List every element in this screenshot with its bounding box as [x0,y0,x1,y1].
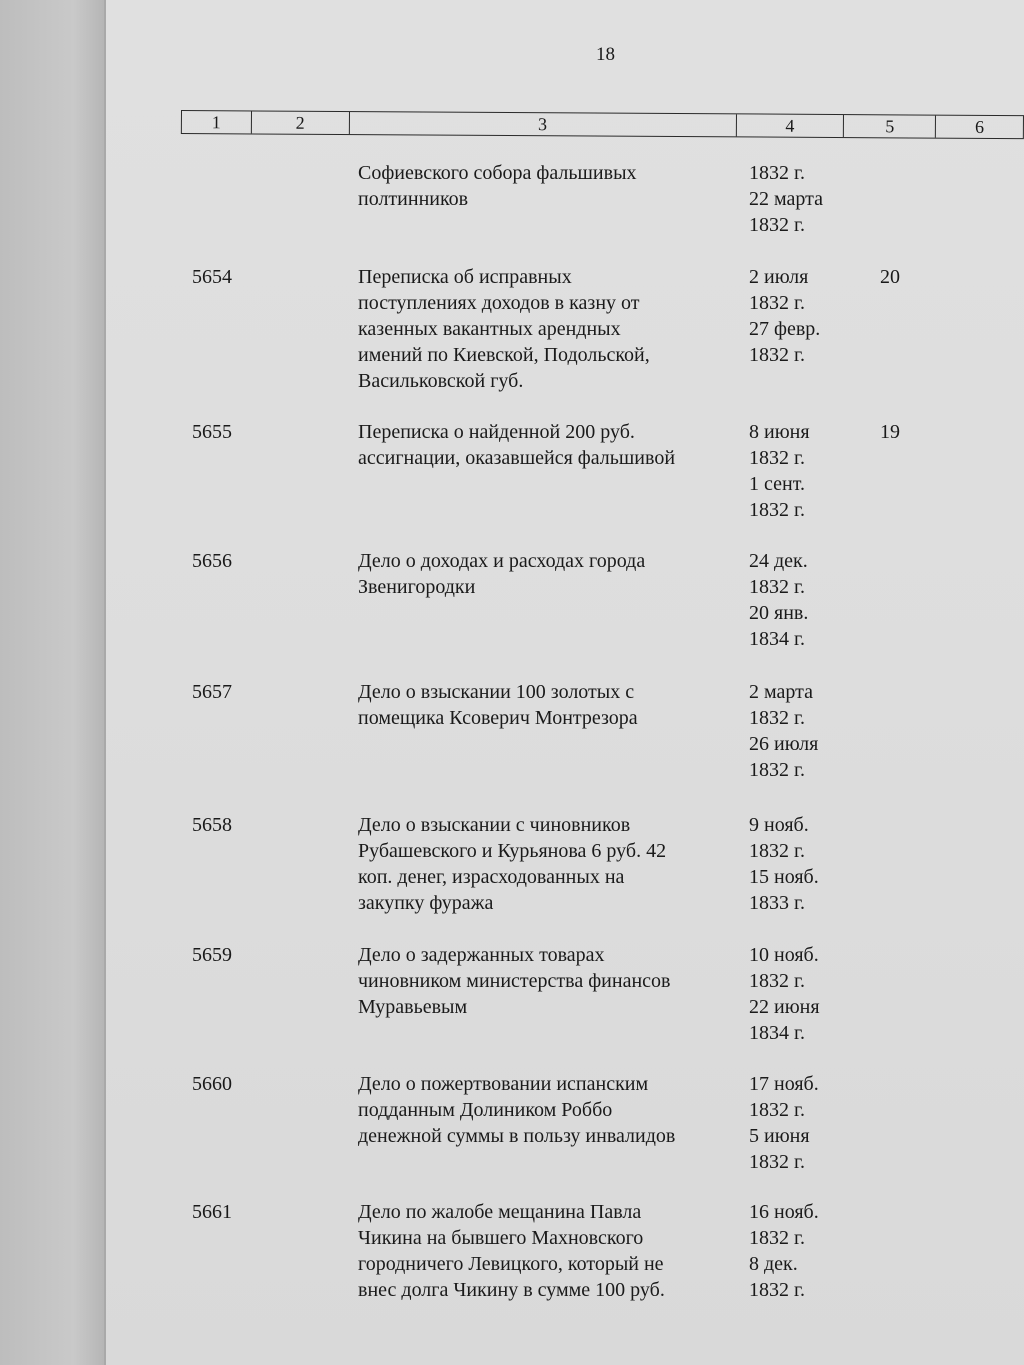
entry-dates-line: 1 сент. [749,473,805,495]
entry-dates-line: 2 июля [749,266,809,288]
entry-title-line: Софиевского собора фальшивых [358,162,637,184]
header-col-2: 2 [252,111,350,134]
entry-dates-line: 24 дек. [749,550,808,572]
entry-dates-line: 20 янв. [749,602,809,624]
entry-dates-line: 1832 г. [749,576,805,598]
entry-title [358,548,733,600]
entry-title-line: чиновником министерства финансов [358,970,671,992]
entry-title-line: Звенигородки [358,576,476,598]
entry-title-line: городничего Левицкого, который не [358,1253,664,1275]
entry-title-line: Дело о пожертвовании испанским [358,1073,649,1095]
entry-dates-line: 1832 г. [749,292,805,314]
entry-title-line: полтинников [358,188,469,210]
entry-dates-line: 8 июня [749,421,810,443]
entry-dates-line: 1833 г. [749,892,805,914]
entry-dates-line: 27 февр. [749,318,821,340]
entry-dates-line: 9 нояб. [749,814,809,836]
entry-dates-line: 1832 г. [749,214,805,236]
entry-dates-line: 17 нояб. [749,1073,819,1095]
entry-title-line: Рубашевского и Курьянова 6 руб. 42 [358,840,667,862]
entry-dates [749,679,849,783]
entry-dates [749,264,849,368]
page-number: 18 [596,44,615,65]
entry-dates-line: 8 дек. [749,1253,798,1275]
entry-dates-line: 1832 г. [749,840,805,862]
entry-dates [749,1199,849,1303]
entry-title-line: коп. денег, израсходованных на [358,866,625,888]
entry-dates-line: 10 нояб. [749,944,819,966]
entry-number: 5659 [192,944,232,966]
entry-title [358,419,733,471]
entry-title-line: Чикина на бывшего Махновского [358,1227,644,1249]
entry-title-line: Дело о доходах и расходах города [358,550,646,572]
entry-title-line: Муравьевым [358,996,468,1018]
entry-number: 5661 [192,1201,232,1223]
entry-title-line: внес долга Чикину в сумме 100 руб. [358,1279,665,1301]
entry-title-line: помещика Ксоверич Монтрезора [358,707,638,729]
entry-dates-line: 1832 г. [749,162,805,184]
entry-title [358,942,733,1020]
entry-dates-line: 1832 г. [749,1151,805,1173]
entry-number: 5657 [192,681,232,703]
header-col-1: 1 [182,111,252,133]
entry-title-line: Васильковской губ. [358,370,524,392]
entry-title-line: поступлениях доходов в казну от [358,292,640,314]
entry-dates-line: 5 июня [749,1125,810,1147]
entry-dates [749,419,849,523]
entry-dates [749,1071,849,1175]
entry-dates-line: 26 июля [749,733,819,755]
entry-title-line: ассигнации, оказавшейся фальшивой [358,447,676,469]
entry-dates-line: 1832 г. [749,707,805,729]
entry-dates-line: 2 марта [749,681,813,703]
entry-title-line: Переписка об исправных [358,266,572,288]
entry-title-line: казенных вакантных арендных [358,318,621,340]
entry-dates-line: 1832 г. [749,447,805,469]
entry-number: 5660 [192,1073,232,1095]
entry-title [358,812,733,916]
entry-sheets: 20 [880,266,900,288]
entry-title-line: Дело о задержанных товарах [358,944,605,966]
entry-dates-line: 15 нояб. [749,866,819,888]
entry-title-line: подданным Долиником Роббо [358,1099,613,1121]
entry-title [358,1199,733,1303]
entry-dates-line: 1832 г. [749,344,805,366]
entry-title-line: Дело о взыскании 100 золотых с [358,681,635,703]
header-col-5: 5 [844,115,936,138]
table-header-row [181,110,1024,139]
entry-dates-line: 22 июня [749,996,820,1018]
entry-title [358,679,733,731]
entry-title [358,160,733,212]
entry-dates-line: 1832 г. [749,1279,805,1301]
entry-dates [749,548,849,652]
entry-number: 5654 [192,266,232,288]
header-col-4: 4 [737,114,845,137]
entry-dates-line: 1834 г. [749,1022,805,1044]
entry-title-line: Переписка о найденной 200 руб. [358,421,635,443]
entry-dates-line: 1832 г. [749,970,805,992]
header-col-3: 3 [349,112,736,136]
entry-dates-line: 16 нояб. [749,1201,819,1223]
entry-number: 5656 [192,550,232,572]
entry-sheets: 19 [880,421,900,443]
entry-number: 5658 [192,814,232,836]
entry-dates-line: 1832 г. [749,1099,805,1121]
entry-title [358,1071,733,1149]
entry-dates-line: 1834 г. [749,628,805,650]
entry-dates [749,160,849,238]
book-left-page-edge [0,0,105,1365]
entry-title-line: имений по Киевской, Подольской, [358,344,650,366]
entry-title [358,264,733,394]
entry-dates-line: 1832 г. [749,1227,805,1249]
entry-dates-line: 1832 г. [749,759,805,781]
header-col-6: 6 [974,116,985,137]
entry-title-line: денежной суммы в пользу инвалидов [358,1125,676,1147]
entry-title-line: Дело по жалобе мещанина Павла [358,1201,642,1223]
entry-dates-line: 1832 г. [749,499,805,521]
entry-title-line: закупку фуража [358,892,494,914]
entry-number: 5655 [192,421,232,443]
entry-dates [749,812,849,916]
entry-title-line: Дело о взыскании с чиновников [358,814,631,836]
entry-dates-line: 22 марта [749,188,823,210]
entry-dates [749,942,849,1046]
